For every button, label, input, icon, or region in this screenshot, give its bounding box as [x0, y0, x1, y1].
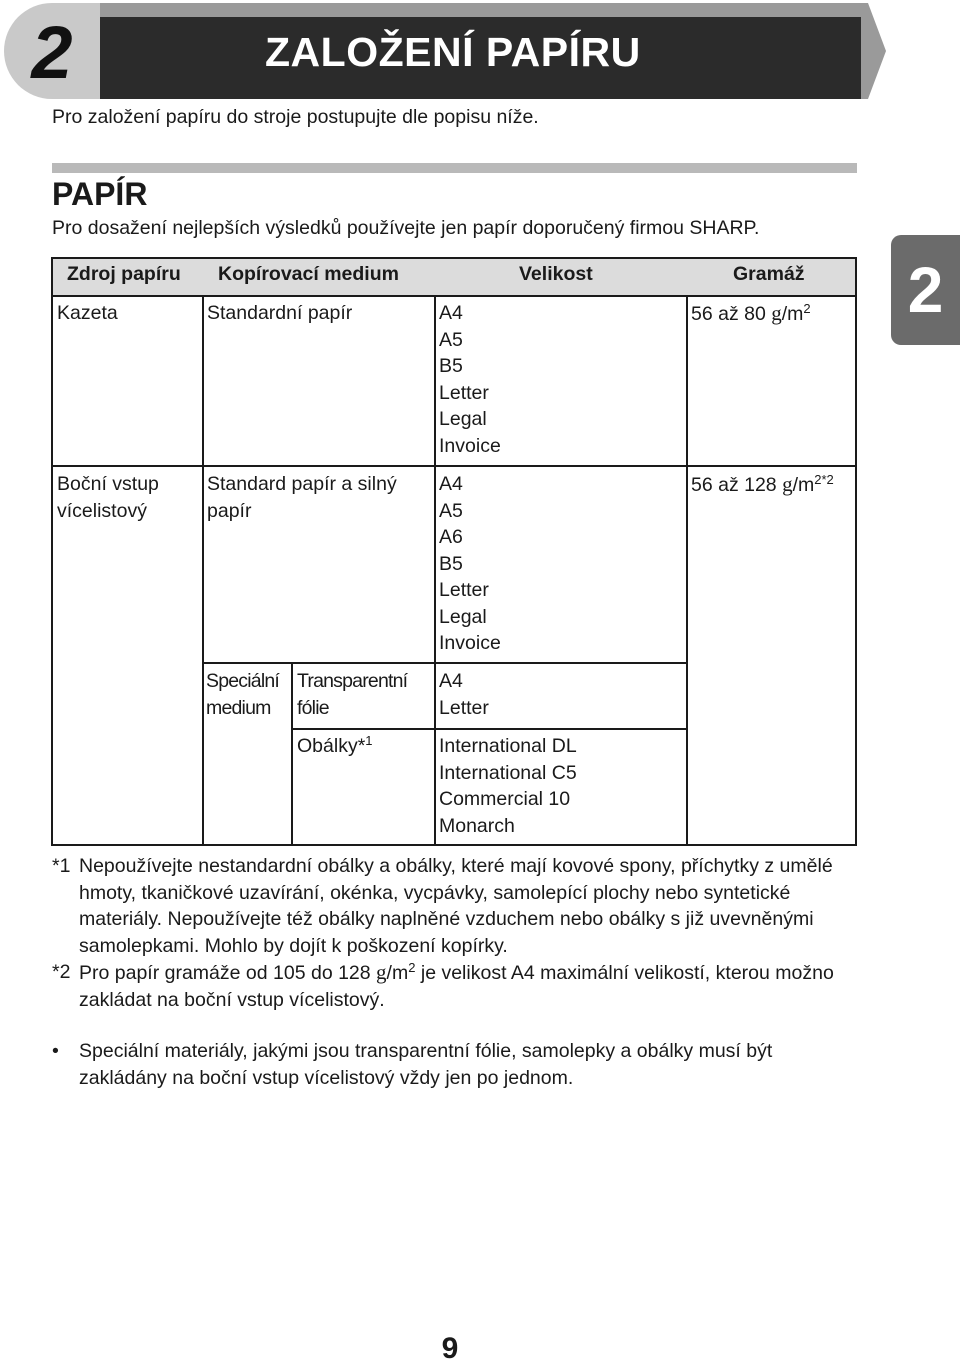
footnote-1 [52, 853, 852, 959]
envelopes-label: Obálky* [297, 735, 366, 757]
chapter-number: 2 [31, 11, 73, 94]
cell-weight-cassette [691, 300, 811, 328]
size-item: Monarch [439, 814, 515, 837]
sizes-bypass [439, 471, 501, 657]
weight-range: 56 až 128 [691, 474, 783, 496]
weight-range: 56 až 80 [691, 303, 772, 325]
table-rule [686, 295, 688, 844]
page-number: 9 [441, 1332, 459, 1365]
size-item: A4 [439, 670, 463, 692]
intro-text: Pro založení papíru do stroje postupujte dle popisu níže. [52, 106, 539, 128]
section-title: PAPÍR [52, 176, 148, 212]
table-rule [434, 295, 436, 844]
bullet-note [52, 1038, 852, 1091]
weight-exponent: 2 [408, 960, 416, 975]
weight-unit-area: /m [781, 303, 804, 325]
table-rule [291, 728, 686, 730]
weight-unit-area: /m [792, 474, 815, 496]
size-item: Invoice [439, 632, 501, 654]
footnote-mark: *2 [52, 961, 71, 983]
footnote-text [79, 959, 852, 1013]
cell-weight-bypass [691, 471, 834, 499]
footnote-text: Nepoužívejte nestandardní obálky a obálky, které mají kovové spony, příchytky z umělé hmoty, tkaničkové uzavírání, okénka, vycpávky, samolepící plochy nebo syntetické materiály. Nepoužívejte též obálky naplněné vzduchem nebo obálky s již uvevněnými samolepkami. Mohlo by dojít k poškození kopírky. [79, 855, 833, 957]
size-item: Letter [439, 579, 489, 601]
cell-media-standard: Standardní papír [207, 302, 353, 324]
header-weight: Gramáž [733, 263, 805, 285]
size-item: Commercial 10 [439, 788, 571, 810]
cell-media-special: Speciální medium [206, 670, 280, 719]
size-item: A4 [439, 302, 463, 324]
sizes-transparency [439, 668, 489, 721]
cell-media-transparency: Transparentní fólie [297, 670, 408, 719]
size-item: A4 [439, 473, 463, 495]
header-source: Zdroj papíru [67, 263, 181, 285]
footnote-reference: 1 [365, 733, 373, 748]
footnote-mark: *1 [52, 855, 71, 877]
paper-table [51, 257, 857, 846]
table-rule [202, 295, 204, 844]
weight-unit: g [771, 301, 782, 325]
size-item: A5 [439, 328, 463, 351]
size-item: B5 [439, 355, 463, 377]
section-subtitle: Pro dosažení nejlepších výsledků používejte jen papír doporučený firmou SHARP. [52, 217, 760, 239]
cell-source-cassette: Kazeta [57, 302, 118, 324]
size-item: Invoice [439, 434, 501, 457]
size-item: A6 [439, 526, 463, 548]
size-item: B5 [439, 552, 463, 575]
bullet-mark: • [52, 1040, 59, 1062]
sizes-envelopes [439, 733, 577, 839]
weight-unit-area: /m [386, 962, 409, 984]
size-item: A5 [439, 499, 463, 522]
size-item: International DL [439, 735, 577, 757]
size-item: International C5 [439, 761, 577, 784]
footnote-2 [52, 959, 852, 1013]
chapter-header [0, 0, 960, 104]
cell-source-bypass: Boční vstup vícelistový [57, 473, 159, 522]
section-divider [52, 163, 857, 173]
size-item: Letter [439, 696, 489, 719]
footnote-text-part: Pro papír gramáže od 105 do 128 [79, 962, 377, 984]
chapter-side-tab: 2 [891, 235, 960, 345]
chapter-title: ZALOŽENÍ PAPÍRU [265, 29, 641, 75]
weight-unit: g [376, 960, 387, 984]
cell-media-heavy: Standard papír a silný papír [207, 473, 397, 522]
sizes-cassette [439, 300, 501, 459]
table-rule [53, 465, 855, 467]
footnote-text-part: je velikost A4 maximální velikostí, kterou možno zakládat na boční vstup vícelistový. [79, 962, 834, 1011]
size-item: Legal [439, 408, 487, 430]
weight-exponent: 2*2 [814, 472, 834, 487]
header-size: Velikost [519, 263, 593, 285]
size-item: Legal [439, 605, 487, 628]
weight-unit: g [782, 472, 793, 496]
table-rule [202, 662, 686, 664]
weight-exponent: 2 [803, 301, 811, 316]
bullet-text: Speciální materiály, jakými jsou transparentní fólie, samolepky a obálky musí být zakládány na boční vstup vícelistový vždy jen po jednom. [79, 1040, 773, 1089]
header-media: Kopírovací medium [218, 263, 399, 285]
size-item: Letter [439, 381, 489, 404]
table-rule [53, 295, 855, 297]
cell-media-envelopes [297, 733, 373, 760]
